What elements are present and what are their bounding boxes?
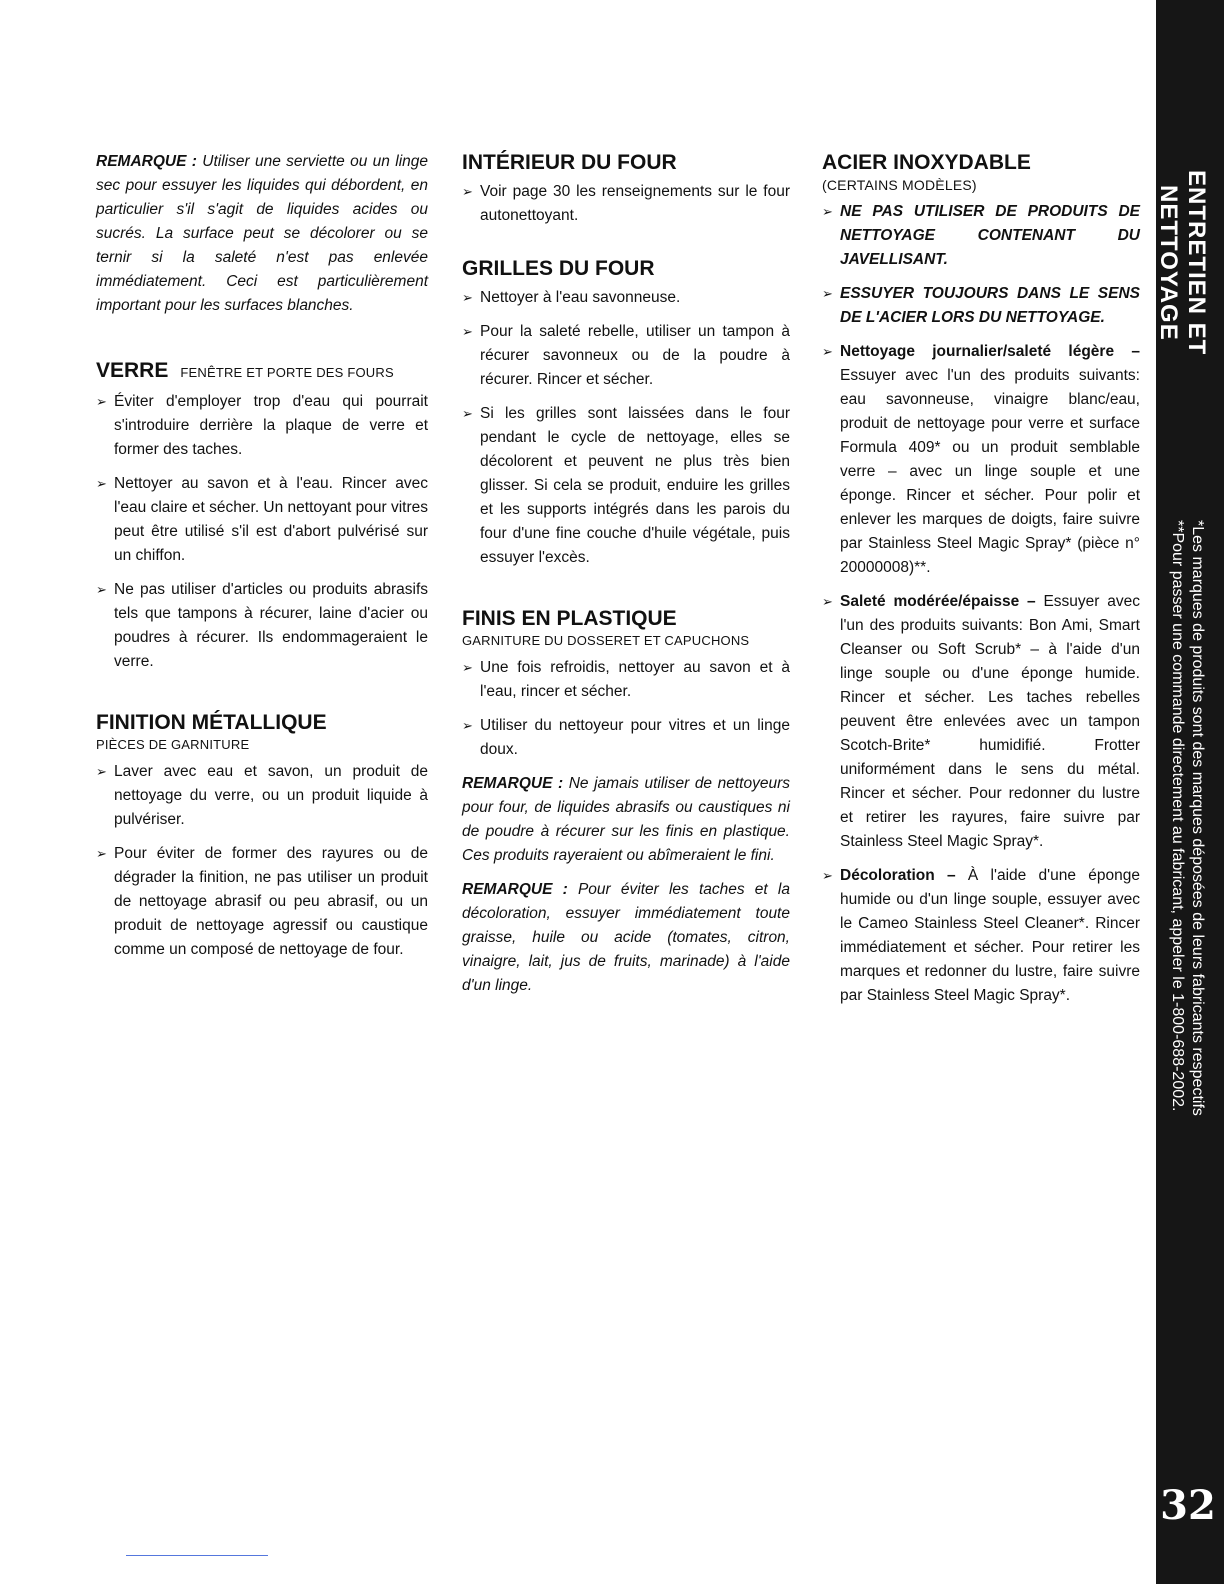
list-item-text: À l'aide d'une éponge humide ou d'un linge souple, essuyer avec le Cameo Stainless Steel Cleaner*. Rincer immédiatement et sécher. Pour retirer les marques et redonner du lustre, faire suivre par Stainless Steel Magic Spray*. [840,867,1140,1004]
list-item [822,282,1140,330]
right-column [822,150,1140,1018]
list-item-text: Si les grilles sont laissées dans le four pendant le cycle de nettoyage, elles se décolorent et peuvent ne plus très bien glisser. Si cela se produit, enduire les grilles et les supports intégrés dans les parois du four d'une fine couche d'huile végétale, puis essuyer l'excès. [480,405,790,566]
list-item [462,714,790,762]
remark-note [462,772,790,868]
list-item-text: Laver avec eau et savon, un produit de nettoyage du verre, ou un produit liquide à pulvériser. [114,763,428,828]
arrow-bullet-icon: ➢ [462,184,473,199]
warning-text: NE PAS UTILISER DE PRODUITS DE NETTOYAGE CONTENANT DU JAVELLISANT. [840,203,1140,268]
list-item [822,200,1140,272]
heading-subtitle: GARNITURE DU DOSSERET ET CAPUCHONS [462,633,750,648]
arrow-bullet-icon: ➢ [462,660,473,675]
middle-column [462,150,790,1008]
heading-verre [96,358,428,386]
arrow-bullet-icon: ➢ [96,846,107,861]
acier-list [822,200,1140,1008]
list-item [96,578,428,674]
list-item [96,842,428,962]
arrow-bullet-icon: ➢ [822,868,833,883]
grilles-list [462,286,790,570]
heading-interieur: INTÉRIEUR DU FOUR [462,151,677,174]
list-item [462,286,790,310]
footnote-trademarks: *Les marques de produits sont des marques déposées de leurs fabricants respectifs [1189,520,1206,1116]
item-lead: Nettoyage journalier/saleté légère – [840,343,1140,360]
arrow-bullet-icon: ➢ [462,406,473,421]
interieur-list [462,180,790,228]
footnote-order: **Pour passer une commande directement au fabricant, appeler le 1-800-688-2002. [1169,520,1186,1112]
arrow-bullet-icon: ➢ [462,290,473,305]
section-acier [822,150,1140,1008]
remark-text: Ne jamais utiliser de nettoyeurs pour four, de liquides abrasifs ou caustiques ni de poudre à récurer sur les finis en plastique. Ces produits rayeraient ou abîmeraient le fini. [462,775,791,864]
finition-list [96,760,428,962]
section-interieur [462,150,790,228]
remark-text: Pour éviter les taches et la décoloration, essuyer immédiatement toute graisse, huile ou acide (tomates, citron, vinaigre, lait, jus de fruits, marinade) à l'aide d'un linge. [462,881,790,994]
list-item [96,472,428,568]
arrow-bullet-icon: ➢ [822,204,833,219]
list-item [462,402,790,570]
heading-finition: FINITION MÉTALLIQUE [96,711,327,734]
warning-text: ESSUYER TOUJOURS DANS LE SENS DE L'ACIER LORS DU NETTOYAGE. [840,285,1140,326]
list-item-text: Pour la saleté rebelle, utiliser un tampon à récurer savonneux ou de la poudre à récurer. Rincer et sécher. [480,323,790,388]
list-item-text: Pour éviter de former des rayures ou de dégrader la finition, ne pas utiliser un produit de nettoyage abrasif ou peu abrasif, ou un produit de nettoyage agressif ou caustique comme un composé de nettoyage de four. [114,845,428,958]
list-item-text: Essuyer avec l'un des produits suivants: eau savonneuse, vinaigre blanc/eau, produit de nettoyage pour verre et surface Formula 409* ou un produit semblable verre – avec un linge souple et une éponge. Rincer et sécher. Pour polir et enlever les marques de doigts, faire suivre par Stainless Steel Magic Spray* (pièce n° 20000008)**. [840,367,1140,576]
verre-list [96,390,428,674]
list-item-text: Une fois refroidis, nettoyer au savon et à l'eau, rincer et sécher. [480,659,790,700]
arrow-bullet-icon: ➢ [822,344,833,359]
item-lead: Décoloration – [840,867,956,884]
list-item [822,864,1140,1008]
list-item [822,340,1140,580]
arrow-bullet-icon: ➢ [822,286,833,301]
heading-text: VERRE [96,359,169,382]
arrow-bullet-icon: ➢ [96,582,107,597]
remark-note [462,878,790,998]
remark-label: REMARQUE : [462,775,564,792]
left-column [96,150,428,972]
arrow-bullet-icon: ➢ [96,394,107,409]
arrow-bullet-icon: ➢ [462,324,473,339]
list-item-text: Voir page 30 les renseignements sur le four autonettoyant. [480,183,790,224]
list-item-text: Utiliser du nettoyeur pour vitres et un linge doux. [480,717,790,758]
remark-label: REMARQUE : [462,881,568,898]
arrow-bullet-icon: ➢ [96,764,107,779]
heading-subtitle: PIÈCES DE GARNITURE [96,737,250,752]
list-item [822,590,1140,854]
footer-rule [126,1555,268,1556]
finis-list [462,656,790,762]
list-item [462,656,790,704]
tab-title: ENTRETIEN ET NETTOYAGE [1155,170,1210,356]
arrow-bullet-icon: ➢ [822,594,833,609]
remark-note [96,150,428,318]
list-item [96,390,428,462]
item-lead: Saleté modérée/épaisse – [840,593,1036,610]
list-item-text: Nettoyer à l'eau savonneuse. [480,289,681,306]
heading-finis: FINIS EN PLASTIQUE [462,607,677,630]
arrow-bullet-icon: ➢ [462,718,473,733]
section-verre [96,358,428,674]
heading-acier: ACIER INOXYDABLE [822,151,1031,174]
heading-grilles: GRILLES DU FOUR [462,257,655,280]
arrow-bullet-icon: ➢ [96,476,107,491]
section-finition [96,710,428,962]
list-item [462,180,790,228]
heading-subtitle: FENÊTRE ET PORTE DES FOURS [180,365,394,380]
list-item-text: Éviter d'employer trop d'eau qui pourrait s'introduire derrière la plaque de verre et former des taches. [114,393,428,458]
heading-subtitle: (CERTAINS MODÈLES) [822,177,977,193]
section-grilles [462,256,790,570]
list-item-text: Essuyer avec l'un des produits suivants: Bon Ami, Smart Cleanser ou Soft Scrub* – à l'aide d'un linge souple ou d'une éponge humide. Rincer et sécher. Les taches rebelles peuvent être enlevées avec un tampon Scotch-Brite* humidifié. Frotter uniformément dans le sens du métal. Rincer et sécher. Pour redonner du lustre et retirer les rayures, faire suivre par Stainless Steel Magic Spray*. [840,593,1140,850]
section-finis [462,606,790,998]
page-number: 32 [1160,1482,1216,1529]
remark-label: REMARQUE : [96,153,197,170]
list-item [96,760,428,832]
list-item-text: Nettoyer au savon et à l'eau. Rincer avec l'eau claire et sécher. Un nettoyant pour vitres peut être utilisé s'il est d'abort pulvérisé sur un chiffon. [114,475,428,564]
remark-text: Utiliser une serviette ou un linge sec pour essuyer les liquides qui débordent, en particulier s'il s'agit de liquides acides ou sucrés. La surface peut se décolorer ou se ternir si la saleté n'est pas enlevée immédiatement. Ceci est particulièrement important pour les surfaces blanches. [96,153,428,314]
list-item-text: Ne pas utiliser d'articles ou produits abrasifs tels que tampons à récurer, laine d'acier ou poudres à récurer. Ils endommageraient le verre. [114,581,428,670]
list-item [462,320,790,392]
